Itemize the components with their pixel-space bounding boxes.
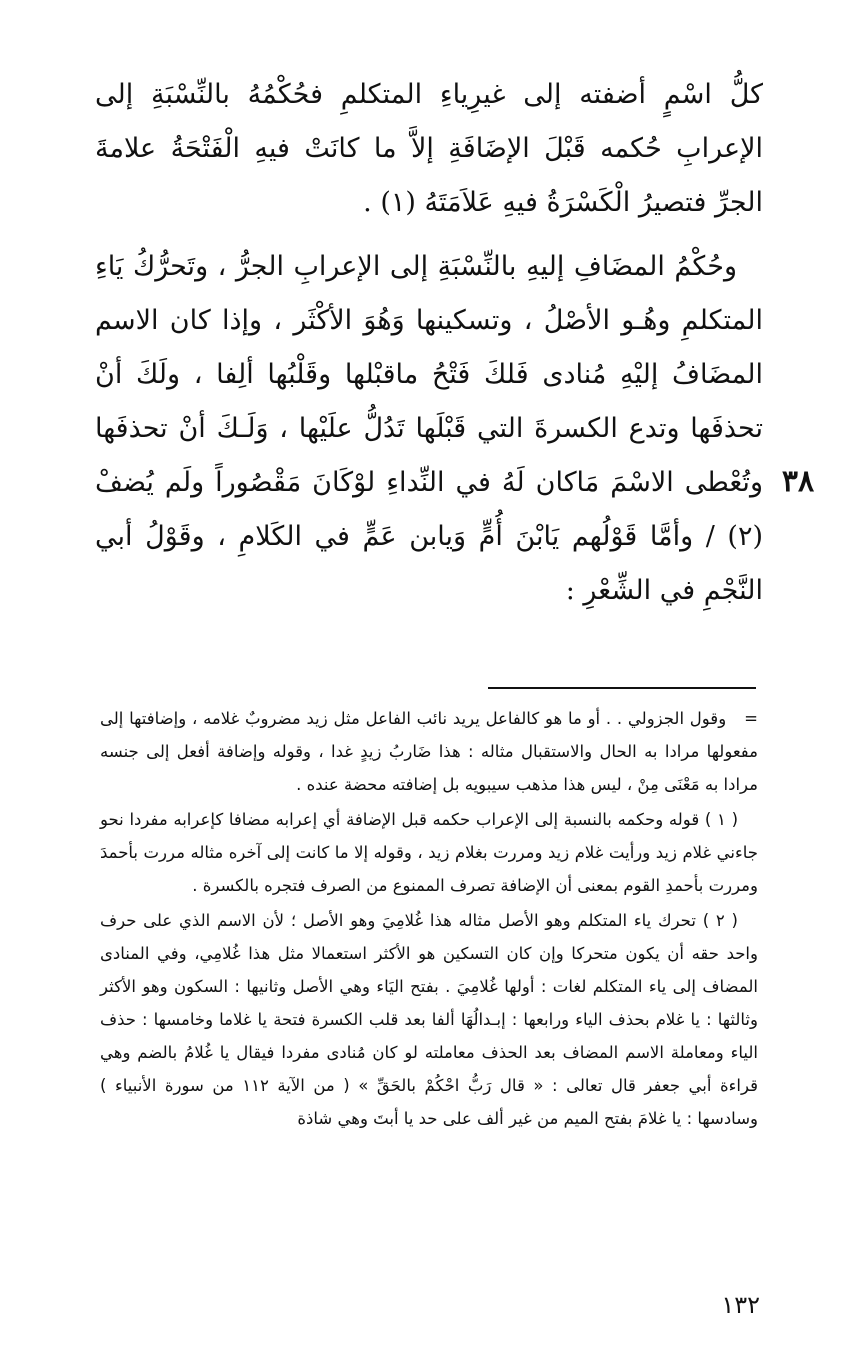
footnote-2: ( ٢ ) تحرك ياء المتكلم وهو الأصل مثاله هذا غُلامِيَ وهو الأصل ؛ لأن الاسم الذي على حرف واحد حقه أن يكون متحركا وإن كان التسكين هو الأكثر استعمالا مثل هذا غُلامِي، وفي المنادى المضاف إلى ياء المتكلم لغات : أولها غُلامِيَ . بفتح اليَاء وهي الأصل وثانيها : السكون وهو الأكثر وثالثها : يا غلام بحذف الياء ورابعها : إبـدالُهَا ألفا بعد قلب الكسرة فتحة يا غلاما وخامسها : حذف الياء ومعاملة الاسم المضاف بعد الحذف معاملته لو كان مُنادى مفردا فيقال يا غُلامُ بالضم وهي قراءة أبي جعفر قال تعالى : « قال رَبُّ احْكُمْ بالحَقِّ » ( من الآية ١١٢ من سورة الأنبياء ) وسادسها : يا غلامَ بفتح الميم من غير ألف على حد يا أبتَ وهي شاذة (100, 911, 759, 1128)
footnote-1: ( ١ ) قوله وحكمه بالنسبة إلى الإعراب حكمه قبل الإضافة أي إعرابه مضافا كإعرابه مفردا نحو جاءني غلام زيد ورأيت غلام زيد ومررت بغلام زيد ، وقوله إلا ما كانت إلى آخره مثاله مررت بأحمدَ ومررت بأحمدِ القوم بمعنى أن الإضافة تصرف الممنوع من الصرف فتجره بالكسرة . (100, 810, 758, 895)
footnote-continuation (100, 702, 758, 801)
main-paragraph-2: وحُكْمُ المضَافِ إليهِ بالنِّسْبَةِ إلى الإعرابِ الجرُّ ، وتَحرُّكُ يَاءِ المتكلمِ وهُـو الأصْلُ ، وتسكينها وَهُوَ الأكْثَر ، وإذا كان الاسم المضَافُ إليْهِ مُنادى فَلكَ فَتْحُ ماقبْلها وقَلْبُها ألِفا ، ولَكَ أنْ تحذفَها وتدع الكسرةَ التي قَبْلَها تَدُلُّ علَيْها ، وَلَـكَ أنْ تحذفَها وتُعْطى الاسْمَ مَاكان لَهُ في النِّداءِ لوْكَانَ مَقْصُوراً ولَم يُضفْ (٢) / وأمَّا قَوْلُهم يَابْنَ أُمٍّ وَيابن عَمٍّ في الكَلامِ ، وقَوْلُ أبي النَّجْمِ في الشِّعْرِ : (95, 251, 763, 606)
footnote-separator (488, 687, 756, 689)
main-text (95, 68, 763, 618)
footnotes (100, 702, 758, 1135)
continuation-text: وقول الجزولي . . أو ما هو كالفاعل يريد نائب الفاعل مثل زيد مضروبٌ غلامه ، وإضافتها إلى مفعولها مرادا به الحال والاستقبال مثاله : هذا ضَاربُ زيدٍ غدا ، وقوله وإضافة أفعل إلى جنسه مرادا به مَعْنَى مِنْ ، ليس هذا مذهب سيبويه بل إضافته محضة عنده . (100, 709, 758, 794)
page-number: ١٣٢ (721, 1291, 760, 1319)
main-paragraph-1: كلُّ اسْمٍ أضفته إلى غيرِياءِ المتكلمِ فحُكْمُهُ بالنِّسْبَةِ إلى الإعرابِ حُكمه قَبْلَ الإضَافَةِ إلاَّ ما كانَتْ فيهِ الْفَتْحَةُ علامةَ الجرِّ فتصيرُ الْكَسْرَةُ فيهِ عَلاَمَتَهُ (١) . (95, 79, 764, 218)
margin-folio-number: ٣٨ (781, 464, 815, 499)
continuation-marker: = (744, 709, 758, 728)
